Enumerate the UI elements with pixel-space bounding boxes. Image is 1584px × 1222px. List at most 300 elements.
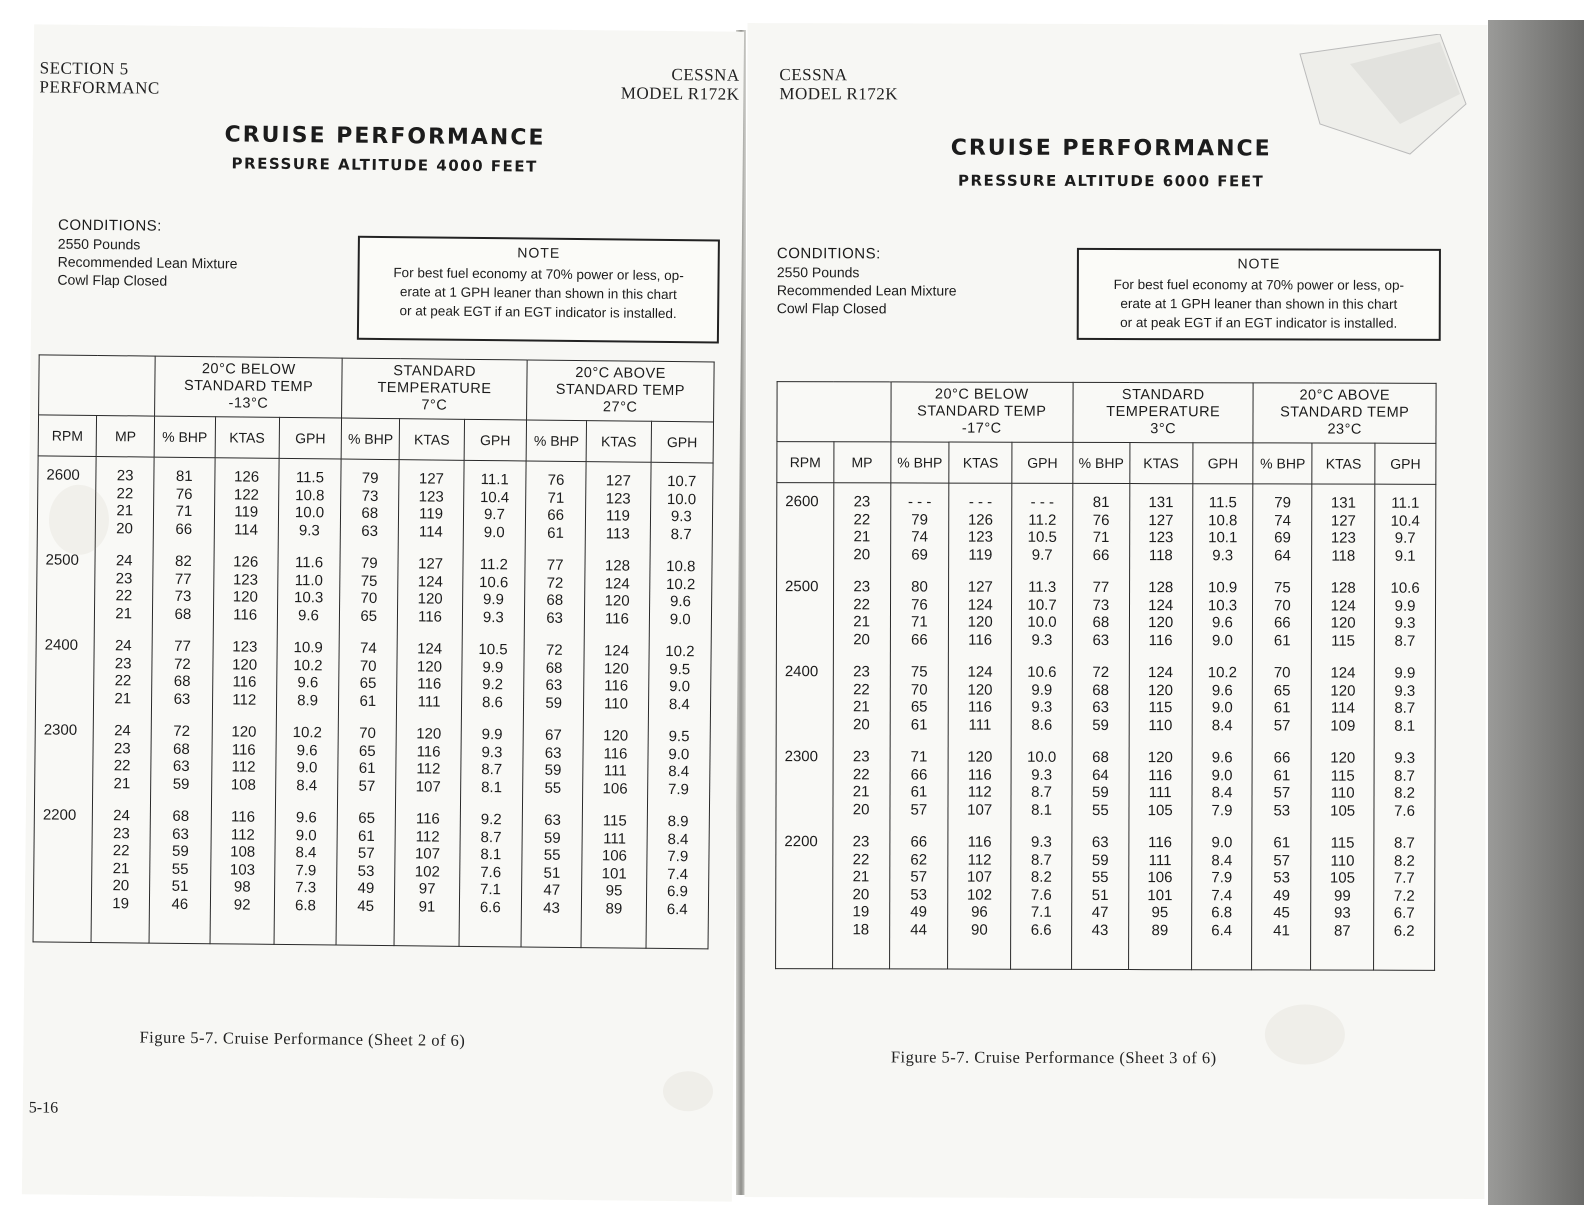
table-value: 119 — [605, 507, 631, 525]
table-value: 99 — [1334, 887, 1351, 905]
mp-value: 23 — [853, 578, 871, 596]
conditions-title: CONDITIONS: — [57, 216, 162, 235]
table-value: 111 — [417, 692, 441, 711]
rpm-block — [395, 810, 460, 946]
table-value: 93 — [1334, 904, 1351, 922]
table-value: 120 — [416, 657, 443, 676]
group-header-line: STANDARD — [393, 363, 477, 380]
mp-value: 22 — [115, 587, 133, 605]
table-value: 120 — [967, 748, 993, 766]
table-value: 116 — [415, 810, 440, 828]
rpm-block — [648, 728, 710, 814]
rpm-block — [1375, 495, 1435, 580]
table-value: 106 — [1147, 869, 1173, 887]
mp-value: 22 — [853, 510, 871, 528]
table-value: 57 — [1273, 784, 1291, 802]
rpm-block — [338, 725, 396, 811]
table-value: 46 — [171, 895, 189, 913]
table-column-cell — [459, 460, 526, 947]
table-column-cell — [394, 460, 463, 947]
rpm-block — [834, 578, 890, 663]
table-value: 55 — [1091, 868, 1109, 886]
rpm-block — [1192, 664, 1252, 749]
mp-value: 24 — [115, 552, 133, 570]
table-value: 53 — [1273, 869, 1291, 887]
table-value: 68 — [545, 659, 563, 677]
rpm-value: 2300 — [784, 748, 819, 766]
table-value: 115 — [1331, 632, 1356, 650]
table-value: 116 — [417, 607, 443, 626]
table-value: 120 — [603, 659, 629, 678]
group-header-line: TEMPERATURE — [1106, 403, 1221, 421]
note-line: For best fuel economy at 70% power or less, op- — [393, 265, 684, 284]
table-value: 10.2 — [665, 642, 695, 661]
group-header-line: 3°C — [1150, 421, 1177, 438]
mp-value: 20 — [852, 885, 870, 903]
table-value: 124 — [1330, 664, 1356, 682]
table-value: 115 — [1330, 767, 1355, 785]
table-value: 45 — [1273, 904, 1290, 922]
rpm-block — [92, 807, 151, 943]
table-value: 7.9 — [667, 780, 690, 798]
mp-value: 23 — [852, 833, 870, 851]
table-value: 11.6 — [294, 554, 324, 572]
table-value: 65 — [1273, 681, 1291, 699]
table-value: 9.3 — [482, 608, 504, 626]
table-value: 68 — [174, 605, 192, 623]
table-value: 68 — [173, 672, 191, 690]
table-value: 10.8 — [295, 486, 325, 504]
rpm-block — [214, 468, 278, 554]
table-value: 43 — [543, 899, 561, 917]
table-value: 119 — [234, 503, 259, 521]
right-header-line: CESSNA — [779, 65, 848, 85]
note-line: or at peak EGT if an EGT indicator is installed. — [1120, 315, 1398, 331]
paper-stain — [663, 1071, 713, 1112]
table-value: 107 — [415, 777, 441, 796]
rpm-block — [1012, 664, 1072, 749]
table-value: 8.2 — [1030, 868, 1052, 886]
mp-value: 21 — [112, 859, 130, 877]
left-header-section — [39, 58, 160, 97]
conditions-line: 2550 Pounds — [57, 235, 141, 253]
column-header: % BHP — [526, 420, 587, 462]
table-value: 8.7 — [1394, 632, 1416, 650]
table-value: 9.3 — [1031, 698, 1053, 716]
table-value: 8.7 — [1030, 851, 1052, 869]
table-value: 124 — [417, 640, 443, 658]
table-value: 108 — [230, 843, 256, 861]
table-value: 69 — [1274, 529, 1291, 547]
rpm-block — [1129, 834, 1191, 969]
table-value: 123 — [1148, 529, 1174, 547]
table-value: 128 — [1330, 579, 1356, 597]
rpm-value: 2200 — [784, 833, 818, 851]
table-value: 8.4 — [668, 762, 690, 781]
table-value: 123 — [418, 487, 444, 506]
table-value: 51 — [1091, 886, 1109, 904]
table-value: 108 — [230, 775, 256, 794]
note-line: or at peak EGT if an EGT indicator is installed. — [399, 303, 677, 322]
table-value: 116 — [1148, 766, 1173, 784]
table-value: 41 — [1273, 921, 1290, 939]
rpm-value: 2200 — [42, 806, 77, 824]
table-value: 7.2 — [1393, 887, 1415, 905]
table-value: 53 — [910, 885, 928, 904]
table-value: 9.3 — [1394, 682, 1416, 700]
temperature-group-header — [527, 360, 715, 422]
rpm-block — [1129, 664, 1191, 749]
table-value: 7.9 — [295, 861, 317, 879]
group-header-line: 20°C BELOW — [934, 386, 1029, 403]
table-value: 120 — [604, 592, 630, 610]
table-value: 111 — [1148, 784, 1172, 802]
table-value: 8.7 — [1394, 767, 1416, 785]
table-value: 116 — [1148, 834, 1173, 852]
rpm-block — [649, 558, 711, 644]
table-value: 9.0 — [295, 826, 317, 844]
table-value: 127 — [967, 578, 993, 596]
table-value: 62 — [910, 850, 928, 869]
table-value: 8.7 — [480, 828, 502, 846]
rpm-block — [337, 810, 396, 946]
header-blank — [777, 382, 891, 442]
table-value: 11.1 — [480, 471, 509, 489]
table-value: 116 — [967, 766, 992, 784]
table-value: 112 — [416, 760, 441, 778]
mp-value: 22 — [112, 842, 130, 860]
table-value: 63 — [172, 757, 190, 775]
table-value: 8.7 — [481, 761, 503, 779]
table-value: 116 — [604, 609, 629, 628]
table-value: 10.0 — [1027, 748, 1057, 766]
rpm-block — [153, 553, 213, 639]
table-value: 111 — [968, 716, 992, 734]
left-page-title: CRUISE PERFORMANCE — [224, 122, 546, 151]
table-value: 11.5 — [295, 469, 325, 487]
table-value: 77 — [174, 570, 192, 588]
mp-value: 22 — [114, 672, 132, 690]
table-value: 6.7 — [1393, 904, 1415, 922]
table-value: 123 — [1330, 529, 1356, 547]
table-value: 57 — [910, 868, 928, 886]
rpm-block — [785, 578, 833, 663]
left-cruise-table — [33, 354, 715, 949]
table-value: 72 — [173, 655, 191, 673]
rpm-block — [213, 553, 277, 639]
column-header: KTAS — [399, 419, 464, 461]
table-value: 9.3 — [1031, 766, 1053, 784]
table-value: 8.2 — [1394, 784, 1416, 802]
rpm-block — [891, 493, 949, 578]
table-row — [776, 483, 1436, 971]
table-value: 71 — [1092, 528, 1110, 546]
table-value: 11.1 — [1391, 494, 1420, 512]
table-value: 103 — [229, 860, 256, 879]
rpm-block — [1192, 834, 1252, 969]
table-value: 6.4 — [666, 900, 688, 918]
table-value: 63 — [173, 690, 191, 708]
table-value: 74 — [359, 639, 377, 657]
table-value: 120 — [416, 725, 442, 743]
mp-value: 21 — [116, 502, 134, 520]
rpm-block — [211, 723, 275, 809]
table-value: 10.2 — [1207, 664, 1237, 682]
mp-value: 19 — [112, 894, 130, 912]
table-value: 105 — [1329, 869, 1355, 887]
table-value: 106 — [601, 847, 628, 865]
table-value: 68 — [1092, 681, 1110, 699]
table-value: 61 — [547, 524, 564, 542]
table-value: 63 — [1092, 698, 1109, 716]
rpm-block — [95, 552, 153, 638]
rpm-block — [398, 555, 462, 641]
mp-value: 23 — [113, 739, 131, 757]
rpm-block — [1130, 579, 1192, 664]
rpm-value: 2400 — [44, 636, 79, 654]
table-value: 59 — [1092, 783, 1109, 801]
column-header: KTAS — [1312, 443, 1375, 484]
rpm-block — [462, 556, 524, 642]
rpm-block — [524, 641, 584, 727]
table-value: 115 — [1330, 834, 1355, 852]
table-value: 9.0 — [296, 759, 318, 777]
table-value: 120 — [1147, 681, 1174, 699]
rpm-block — [340, 555, 398, 641]
table-value: 116 — [604, 677, 629, 695]
column-header: RPM — [38, 415, 97, 457]
table-value: 66 — [1273, 749, 1291, 767]
table-value: 64 — [1092, 766, 1109, 784]
rpm-block — [45, 551, 95, 637]
table-value: 11.3 — [1028, 578, 1057, 596]
mp-value: 23 — [116, 467, 134, 485]
table-value: 90 — [971, 921, 988, 939]
mp-value: 22 — [853, 595, 871, 613]
note-title: NOTE — [1237, 255, 1281, 272]
header-blank — [39, 355, 156, 416]
rpm-block — [1375, 580, 1435, 665]
rpm-block — [585, 557, 649, 643]
mp-value: 20 — [853, 545, 871, 563]
rpm-block — [890, 663, 948, 748]
table-value: 112 — [230, 825, 255, 844]
rpm-block — [948, 834, 1010, 969]
table-value: 123 — [605, 489, 631, 508]
table-value: 9.3 — [670, 508, 692, 526]
rpm-block — [42, 806, 93, 942]
table-value: 131 — [1148, 494, 1174, 512]
group-header-line: -13°C — [228, 395, 269, 412]
table-value: 61 — [357, 827, 375, 845]
table-value: 70 — [910, 680, 928, 699]
table-value: 59 — [1091, 851, 1109, 869]
column-header: % BHP — [154, 416, 215, 458]
table-value: 7.4 — [667, 865, 689, 883]
table-value: 116 — [968, 631, 993, 649]
rpm-block — [1375, 665, 1435, 750]
table-value: 7.4 — [1211, 886, 1233, 904]
table-value: 111 — [1148, 851, 1172, 869]
table-value: 63 — [172, 825, 189, 843]
group-header-line: 20°C ABOVE — [575, 365, 666, 382]
table-value: 72 — [173, 722, 191, 740]
mp-value: 21 — [853, 698, 870, 716]
rpm-block — [277, 639, 339, 725]
rpm-block — [785, 663, 833, 748]
table-column-cell — [210, 458, 279, 945]
table-value: 43 — [1091, 921, 1109, 939]
rpm-block — [523, 726, 583, 812]
table-value: 9.1 — [1394, 547, 1416, 565]
table-value: 76 — [175, 485, 193, 503]
table-value: 9.9 — [1031, 681, 1053, 699]
table-value: 116 — [417, 675, 442, 693]
table-value: 9.9 — [481, 726, 503, 744]
table-value: 124 — [417, 572, 443, 591]
table-value: 63 — [544, 744, 562, 762]
table-value: 10.8 — [1208, 511, 1238, 529]
table-value: 114 — [1330, 699, 1355, 717]
table-value: 9.3 — [1394, 614, 1416, 632]
table-value: 7.9 — [667, 847, 689, 866]
rpm-block — [397, 640, 461, 726]
conditions-line: Cowl Flap Closed — [776, 300, 887, 317]
page-edge-shadow — [1488, 20, 1584, 1205]
table-value: 118 — [1148, 546, 1173, 564]
table-value: 110 — [1330, 852, 1355, 870]
rpm-value: 2600 — [785, 493, 819, 511]
right-figure-caption: Figure 5-7. Cruise Performance (Sheet 3 of 6) — [890, 1047, 1217, 1068]
table-value: 59 — [1092, 716, 1109, 734]
rpm-block — [1130, 494, 1192, 579]
mp-value: 23 — [852, 748, 870, 766]
mp-value: 22 — [853, 680, 870, 698]
column-header: RPM — [777, 442, 834, 483]
table-value: 77 — [546, 556, 564, 574]
table-value: 97 — [418, 880, 436, 898]
column-header: MP — [834, 442, 891, 483]
table-value: 61 — [910, 715, 928, 734]
table-value: 110 — [1330, 784, 1355, 802]
mp-value: 21 — [853, 613, 870, 631]
table-value: 6.4 — [1211, 921, 1233, 939]
table-value: 127 — [605, 472, 631, 490]
note-line: erate at 1 GPH leaner than shown in this chart — [1120, 296, 1398, 312]
rpm-block — [648, 643, 710, 729]
group-header-line: 20°C ABOVE — [1299, 387, 1391, 404]
table-value: 7.6 — [1394, 802, 1415, 820]
folded-page-corner — [1290, 34, 1470, 164]
column-header: GPH — [1375, 443, 1436, 484]
table-value: 10.3 — [294, 589, 324, 607]
table-value: 57 — [357, 844, 375, 862]
rpm-block — [274, 809, 337, 945]
table-column-cell — [1128, 484, 1192, 970]
table-value: 126 — [233, 553, 259, 571]
table-value: 124 — [967, 663, 993, 681]
rpm-block — [399, 470, 463, 556]
rpm-value: 2300 — [43, 721, 78, 739]
table-value: 68 — [1092, 613, 1110, 631]
table-value: 9.6 — [1211, 681, 1233, 699]
column-header: GPH — [1012, 442, 1073, 483]
table-value: 81 — [175, 467, 193, 485]
rpm-block — [1312, 665, 1374, 750]
table-value: 116 — [416, 742, 441, 761]
table-value: 9.3 — [1031, 631, 1053, 649]
rpm-block — [1192, 749, 1252, 834]
rpm-block — [43, 721, 93, 807]
mp-value: 22 — [852, 765, 870, 783]
mp-value: 19 — [852, 903, 870, 921]
table-value: 10.0 — [1027, 613, 1057, 631]
table-value: 116 — [1148, 631, 1173, 649]
table-value: 127 — [418, 470, 445, 488]
table-value: 120 — [967, 613, 993, 631]
table-value: 71 — [910, 748, 928, 766]
table-value: 70 — [359, 657, 377, 675]
table-value: 10.6 — [1390, 579, 1420, 597]
table-value: 9.6 — [669, 593, 691, 611]
rpm-block — [463, 471, 525, 557]
table-value: 7.6 — [480, 863, 502, 881]
table-value: 112 — [967, 851, 992, 869]
table-value: 73 — [1092, 596, 1110, 614]
table-value: 59 — [544, 761, 562, 779]
mp-value: 22 — [852, 850, 870, 868]
conditions-line: Recommended Lean Mixture — [57, 253, 238, 272]
table-value: 11.2 — [479, 556, 509, 574]
rpm-block — [1072, 749, 1128, 834]
table-value: 8.7 — [1393, 834, 1415, 852]
rpm-block — [1072, 834, 1128, 969]
table-value: 9.0 — [669, 678, 691, 696]
table-column-cell — [1191, 484, 1253, 970]
table-value: 10.2 — [292, 724, 322, 742]
table-value: 49 — [1273, 886, 1290, 904]
left-figure-caption: Figure 5-7. Cruise Performance (Sheet 2 of 6) — [139, 1027, 466, 1050]
table-value: 59 — [172, 775, 190, 793]
table-value: 61 — [1273, 766, 1291, 784]
rpm-block — [1193, 494, 1253, 579]
table-value: 95 — [1151, 904, 1169, 922]
table-value: 123 — [232, 638, 258, 656]
temperature-group-header — [890, 382, 1073, 442]
column-header: MP — [96, 415, 155, 457]
right-header-line: MODEL R172K — [779, 84, 899, 104]
table-value: 66 — [1092, 546, 1110, 564]
rpm-block — [949, 664, 1011, 749]
table-value: 101 — [601, 864, 627, 883]
table-value: 8.2 — [1393, 852, 1415, 870]
column-header: GPH — [1192, 443, 1253, 484]
table-value: 107 — [966, 868, 993, 886]
table-value: 116 — [231, 740, 256, 759]
table-value: 113 — [605, 524, 630, 543]
table-value: 76 — [547, 471, 565, 489]
rpm-block — [834, 493, 890, 578]
table-value: 8.4 — [296, 776, 318, 794]
rpm-block — [1253, 664, 1311, 749]
table-value: 51 — [171, 877, 189, 895]
table-value: 55 — [1091, 801, 1109, 819]
table-value: 68 — [173, 740, 190, 758]
rpm-block — [890, 748, 948, 833]
table-value: 120 — [232, 588, 258, 606]
table-value: 105 — [1147, 801, 1173, 819]
table-value: 65 — [910, 698, 928, 716]
